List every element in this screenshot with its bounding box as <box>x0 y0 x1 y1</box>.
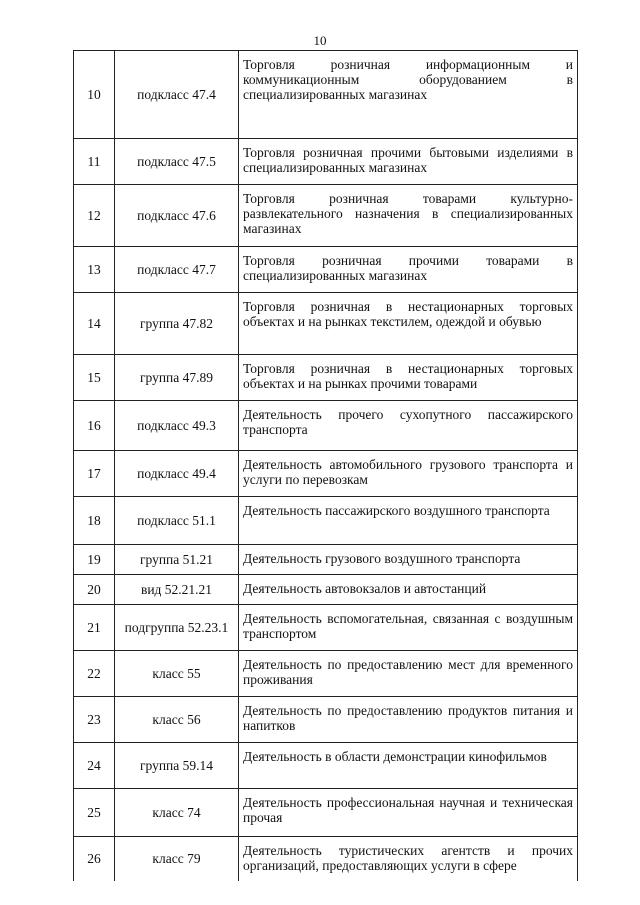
table-row <box>74 837 578 881</box>
activity-description <box>239 697 578 743</box>
okved-code: подгруппа 52.23.1 <box>115 605 239 651</box>
activity-description-text: Деятельность профессиональная научная и техническая прочая <box>243 795 573 825</box>
activity-description <box>239 51 578 139</box>
okved-code: класс 55 <box>115 651 239 697</box>
activity-description-text: Деятельность автомобильного грузового транспорта и услуги по перевозкам <box>243 457 573 487</box>
okved-code: подкласс 49.4 <box>115 451 239 497</box>
activity-description <box>239 545 578 575</box>
row-number: 22 <box>74 651 115 697</box>
okved-code: группа 59.14 <box>115 743 239 789</box>
table-row <box>74 293 578 355</box>
activity-description <box>239 139 578 185</box>
row-number: 13 <box>74 247 115 293</box>
activity-description-text: Деятельность туристических агентств и прочих организаций, предоставляющих услуги в сфере <box>243 843 573 873</box>
activity-description <box>239 293 578 355</box>
okved-code: подкласс 47.5 <box>115 139 239 185</box>
activity-description <box>239 451 578 497</box>
table-row <box>74 497 578 545</box>
okved-code: подкласс 47.7 <box>115 247 239 293</box>
table-row <box>74 789 578 837</box>
row-number: 14 <box>74 293 115 355</box>
page-number: 10 <box>313 33 327 48</box>
table-row <box>74 651 578 697</box>
activity-description <box>239 789 578 837</box>
okved-code: группа 47.89 <box>115 355 239 401</box>
okved-code: подкласс 47.6 <box>115 185 239 247</box>
table-row <box>74 247 578 293</box>
row-number: 19 <box>74 545 115 575</box>
row-number: 21 <box>74 605 115 651</box>
activity-description-text: Торговля розничная прочими товарами в специализированных магазинах <box>243 253 573 283</box>
row-number: 17 <box>74 451 115 497</box>
activity-description <box>239 185 578 247</box>
activity-description <box>239 605 578 651</box>
okved-code: подкласс 47.4 <box>115 51 239 139</box>
table-row <box>74 697 578 743</box>
activity-description <box>239 575 578 605</box>
table-row <box>74 575 578 605</box>
okved-code: группа 51.21 <box>115 545 239 575</box>
activity-description <box>239 247 578 293</box>
row-number: 15 <box>74 355 115 401</box>
table-row <box>74 605 578 651</box>
activity-description <box>239 743 578 789</box>
row-number: 16 <box>74 401 115 451</box>
activity-description-text: Деятельность прочего сухопутного пассажирского транспорта <box>243 407 573 437</box>
okved-code: подкласс 51.1 <box>115 497 239 545</box>
row-number: 11 <box>74 139 115 185</box>
row-number: 12 <box>74 185 115 247</box>
row-number: 24 <box>74 743 115 789</box>
row-number: 25 <box>74 789 115 837</box>
activity-codes-table <box>73 50 578 881</box>
table-body <box>74 51 578 881</box>
activity-description-text: Деятельность вспомогательная, связанная с воздушным транспортом <box>243 611 573 641</box>
okved-code: группа 47.82 <box>115 293 239 355</box>
okved-code: класс 74 <box>115 789 239 837</box>
table-row <box>74 743 578 789</box>
activity-description <box>239 401 578 451</box>
okved-code: класс 56 <box>115 697 239 743</box>
row-number: 26 <box>74 837 115 881</box>
okved-code: подкласс 49.3 <box>115 401 239 451</box>
row-number: 23 <box>74 697 115 743</box>
table-row <box>74 355 578 401</box>
activity-description <box>239 497 578 545</box>
table-row <box>74 51 578 139</box>
activity-description-text: Деятельность автовокзалов и автостанций <box>243 581 487 596</box>
okved-code: вид 52.21.21 <box>115 575 239 605</box>
activity-description-text: Деятельность грузового воздушного транспорта <box>243 551 521 566</box>
activity-description <box>239 651 578 697</box>
activity-description-text: Деятельность по предоставлению продуктов питания и напитков <box>243 703 573 733</box>
row-number: 10 <box>74 51 115 139</box>
activity-description-text: Деятельность по предоставлению мест для временного проживания <box>243 657 573 687</box>
table-row <box>74 139 578 185</box>
table-row <box>74 451 578 497</box>
activity-description-text: Деятельность в области демонстрации кинофильмов <box>243 749 547 764</box>
table-row <box>74 185 578 247</box>
activity-description-text: Торговля розничная информационным и коммуникационным оборудованием в специализированных магазинах <box>243 57 573 102</box>
row-number: 20 <box>74 575 115 605</box>
activity-description-text: Деятельность пассажирского воздушного транспорта <box>243 503 550 518</box>
activity-description-text: Торговля розничная в нестационарных торговых объектах и на рынках текстилем, одеждой и обувью <box>243 299 573 329</box>
row-number: 18 <box>74 497 115 545</box>
activity-description-text: Торговля розничная в нестационарных торговых объектах и на рынках прочими товарами <box>243 361 573 391</box>
activity-description <box>239 837 578 881</box>
okved-code: класс 79 <box>115 837 239 881</box>
table-row <box>74 401 578 451</box>
activity-description-text: Торговля розничная прочими бытовыми изделиями в специализированных магазинах <box>243 145 573 175</box>
table-row <box>74 545 578 575</box>
activity-description-text: Торговля розничная товарами культурно-развлекательного назначения в специализированных магазинах <box>243 191 573 236</box>
activity-description <box>239 355 578 401</box>
